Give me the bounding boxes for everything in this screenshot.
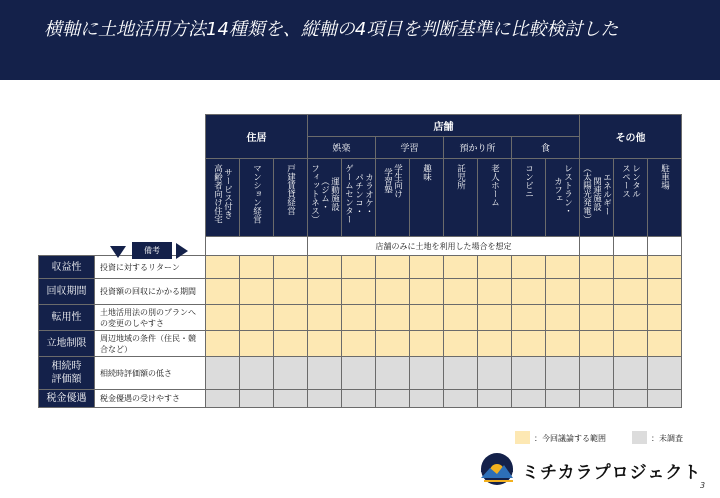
header-banner [0, 0, 720, 80]
page-number: 3 [700, 481, 706, 490]
matrix-cell[interactable] [308, 331, 342, 357]
column-header [342, 159, 376, 237]
slide-title: 横軸に土地活用方法14種類を、縦軸の4項目を判断基準に比較検討した [44, 19, 619, 40]
matrix-cell[interactable] [546, 279, 580, 305]
matrix-cell[interactable] [580, 331, 614, 357]
matrix-cell[interactable] [308, 256, 342, 279]
column-header-label: 託児所 [455, 164, 466, 190]
column-header [410, 159, 444, 237]
matrix-cell[interactable] [478, 279, 512, 305]
matrix-cell[interactable] [240, 331, 274, 357]
legend-yellow-swatch [515, 431, 530, 444]
row-category: 収益性 [39, 256, 95, 279]
matrix-cell[interactable] [614, 305, 648, 331]
matrix-cell[interactable] [240, 357, 274, 390]
matrix-cell[interactable] [478, 305, 512, 331]
matrix-cell[interactable] [444, 390, 478, 408]
table-row [39, 390, 682, 408]
note-rental [614, 237, 648, 256]
bikou-label: 備考 [132, 242, 172, 259]
subgroup-food: 食 [512, 137, 580, 159]
matrix-cell[interactable] [478, 331, 512, 357]
matrix-cell[interactable] [342, 305, 376, 331]
column-header [308, 159, 342, 237]
matrix-cell[interactable] [410, 357, 444, 390]
row-category: 税金優遇 [39, 390, 95, 408]
row-category: 回収期間 [39, 279, 95, 305]
matrix-cell[interactable] [546, 390, 580, 408]
triangle-right-icon [176, 243, 188, 259]
column-header [546, 159, 580, 237]
matrix-cell[interactable] [342, 331, 376, 357]
column-header-label: 学生向け 学習塾 [382, 164, 403, 198]
matrix-cell[interactable] [206, 390, 240, 408]
row-description: 土地活用法の別のプランへの変更のしやすさ [95, 305, 206, 331]
triangle-down-icon [110, 246, 126, 258]
matrix-cell[interactable] [512, 390, 546, 408]
matrix-cell[interactable] [376, 390, 410, 408]
matrix-cell[interactable] [512, 305, 546, 331]
matrix-cell[interactable] [580, 357, 614, 390]
matrix-cell[interactable] [240, 279, 274, 305]
column-header-label: コンビニ [523, 164, 534, 198]
matrix-cell[interactable] [410, 305, 444, 331]
note-housing [206, 237, 308, 256]
row-description: 相続時評価額の低さ [95, 357, 206, 390]
matrix-cell[interactable] [614, 357, 648, 390]
column-header-label: レストラン・ カフェ [552, 164, 573, 215]
matrix-cell[interactable] [546, 256, 580, 279]
column-header-label: マンション経営 [251, 164, 262, 224]
matrix-cell[interactable] [342, 357, 376, 390]
matrix-cell[interactable] [444, 279, 478, 305]
matrix-cell[interactable] [240, 390, 274, 408]
comparison-table [38, 114, 682, 408]
matrix-cell[interactable] [512, 331, 546, 357]
matrix-cell[interactable] [274, 279, 308, 305]
matrix-cell[interactable] [206, 305, 240, 331]
matrix-cell[interactable] [410, 390, 444, 408]
matrix-cell[interactable] [376, 256, 410, 279]
matrix-cell[interactable] [240, 256, 274, 279]
matrix-cell[interactable] [580, 390, 614, 408]
row-description: 投資に対するリターン [95, 256, 206, 279]
row-description: 税金優遇の受けやすさ [95, 390, 206, 408]
row-category: 立地制限 [39, 331, 95, 357]
matrix-cell[interactable] [580, 279, 614, 305]
column-header-label: サービス付き 高齢者向け住宅 [212, 164, 233, 224]
subgroup-entertainment: 娯楽 [308, 137, 376, 159]
legend-gray-swatch [632, 431, 647, 444]
matrix-cell[interactable] [648, 279, 682, 305]
column-header-label: 戸建賃貸経営 [285, 164, 296, 215]
matrix-cell[interactable] [614, 331, 648, 357]
note-energy [580, 237, 614, 256]
matrix-cell[interactable] [614, 279, 648, 305]
matrix-cell[interactable] [444, 331, 478, 357]
matrix-cell[interactable] [444, 256, 478, 279]
matrix-cell[interactable] [410, 331, 444, 357]
matrix-cell[interactable] [308, 305, 342, 331]
row-category: 転用性 [39, 305, 95, 331]
column-header [240, 159, 274, 237]
matrix-cell[interactable] [342, 390, 376, 408]
table-row [39, 331, 682, 357]
note-parking [648, 237, 682, 256]
matrix-cell[interactable] [376, 331, 410, 357]
matrix-cell[interactable] [546, 357, 580, 390]
matrix-cell[interactable] [376, 305, 410, 331]
table-row [39, 279, 682, 305]
matrix-cell[interactable] [376, 279, 410, 305]
matrix-cell[interactable] [580, 305, 614, 331]
logo-text: ミチカラプロジェクト [522, 463, 702, 483]
column-header-label: 趣味 [421, 164, 432, 181]
group-store: 店舗 [308, 115, 580, 137]
column-header [614, 159, 648, 237]
matrix-cell[interactable] [274, 256, 308, 279]
legend-discussed: ：今回議論する範囲 [534, 434, 606, 443]
matrix-cell[interactable] [512, 256, 546, 279]
matrix-cell[interactable] [648, 256, 682, 279]
matrix-cell[interactable] [274, 331, 308, 357]
matrix-cell[interactable] [240, 305, 274, 331]
matrix-cell[interactable] [342, 279, 376, 305]
column-header-label: エネルギー 関連施設 （太陽光発電） [581, 164, 612, 224]
table-corner [39, 115, 206, 237]
matrix-cell[interactable] [376, 357, 410, 390]
matrix-cell[interactable] [410, 256, 444, 279]
table-row [39, 357, 682, 390]
matrix-cell[interactable] [648, 357, 682, 390]
matrix-cell[interactable] [444, 357, 478, 390]
column-header [444, 159, 478, 237]
matrix-cell[interactable] [274, 357, 308, 390]
group-other: その他 [580, 115, 682, 159]
row-category: 相続時 評価額 [39, 357, 95, 390]
column-header-label: レンタル スペース [620, 164, 641, 198]
column-header-label: 駐車場 [659, 164, 670, 190]
row-description: 周辺地域の条件（住民・競合など） [95, 331, 206, 357]
column-header [206, 159, 240, 237]
column-header [580, 159, 614, 237]
mountain-sun-logo-icon [478, 452, 516, 486]
matrix-cell[interactable] [648, 390, 682, 408]
matrix-cell[interactable] [478, 256, 512, 279]
matrix-cell[interactable] [512, 357, 546, 390]
column-header [478, 159, 512, 237]
matrix-cell[interactable] [546, 331, 580, 357]
group-housing: 住居 [206, 115, 308, 159]
legend-not-investigated: ：未調査 [651, 434, 683, 443]
matrix-cell[interactable] [206, 256, 240, 279]
matrix-cell[interactable] [546, 305, 580, 331]
matrix-cell[interactable] [206, 331, 240, 357]
matrix-cell[interactable] [308, 390, 342, 408]
table-row [39, 305, 682, 331]
matrix-cell[interactable] [648, 331, 682, 357]
matrix-cell[interactable] [206, 279, 240, 305]
column-header [274, 159, 308, 237]
subgroup-learning: 学習 [376, 137, 444, 159]
row-description: 投資額の回収にかかる期間 [95, 279, 206, 305]
matrix-cell[interactable] [512, 279, 546, 305]
matrix-cell[interactable] [206, 357, 240, 390]
column-header-label: カラオケ・ パチンコ・ ゲームセンター [343, 164, 374, 224]
matrix-cell[interactable] [614, 390, 648, 408]
matrix-cell[interactable] [274, 390, 308, 408]
matrix-cell[interactable] [308, 279, 342, 305]
store-note: 店舗のみに土地を利用した場合を想定 [308, 237, 580, 256]
matrix-cell[interactable] [342, 256, 376, 279]
matrix-cell[interactable] [580, 256, 614, 279]
matrix-cell[interactable] [274, 305, 308, 331]
bikou-marker [110, 241, 188, 261]
column-header [512, 159, 546, 237]
matrix-cell[interactable] [444, 305, 478, 331]
matrix-cell[interactable] [648, 305, 682, 331]
column-header [376, 159, 410, 237]
matrix-cell[interactable] [410, 279, 444, 305]
subgroup-childcare: 預かり所 [444, 137, 512, 159]
matrix-cell[interactable] [308, 357, 342, 390]
matrix-cell[interactable] [614, 256, 648, 279]
matrix-cell[interactable] [478, 390, 512, 408]
column-header-label: 運動施設 （ジム・ フィットネス） [309, 164, 340, 224]
criteria-body [39, 256, 682, 408]
logo [478, 452, 702, 486]
column-header [648, 159, 682, 237]
matrix-cell[interactable] [478, 357, 512, 390]
column-header-label: 老人ホーム [489, 164, 500, 207]
